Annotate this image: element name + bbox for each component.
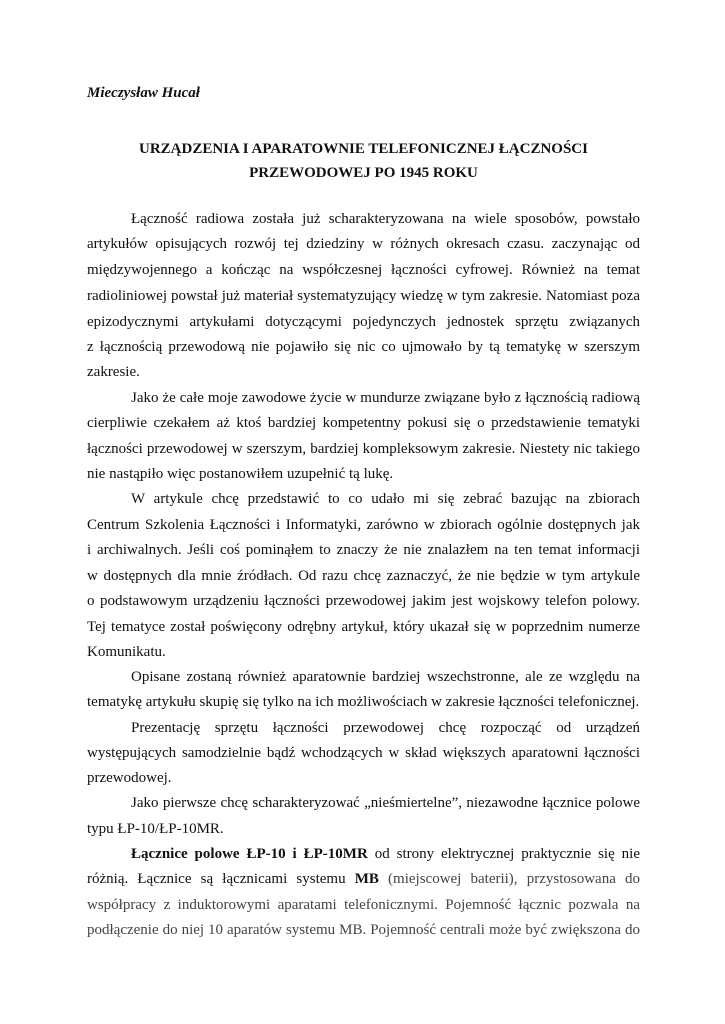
text-span: różnią. Łącznice są łącznicami systemu xyxy=(87,871,355,887)
text-line: radioliniowej powstał już materiał systematyzujący wiedzę w tym zakresie. Natomiast poza xyxy=(87,288,640,304)
text-line: Jako pierwsze chcę scharakteryzować „nieśmiertelne”, niezawodne łącznice polowe xyxy=(131,795,640,811)
text-line: występujących samodzielnie bądź wchodzących w skład większych aparatowni łączności xyxy=(87,745,640,761)
text-line: z łącznością przewodową nie pojawiło się nic co ujmowało by tą tematykę w szerszym xyxy=(87,339,640,355)
text-line: w dostępnych dla mnie źródłach. Od razu chcę zaznaczyć, że nie będzie w tym artykule xyxy=(87,568,640,584)
text-span: od strony elektrycznej praktycznie się nie xyxy=(367,846,640,862)
text-line: zakresie. xyxy=(87,364,140,380)
article-title-line-1: URZĄDZENIA I APARATOWNIE TELEFONICZNEJ ŁĄCZNOŚCI xyxy=(139,141,588,157)
bold-term: Łącznice polowe ŁP-10 i ŁP-10MR xyxy=(131,846,368,862)
text-line: epizodycznymi artykułami dotyczącymi pojedynczych jednostek sprzętu związanych xyxy=(87,314,640,330)
text-line: podłączenie do niej 10 aparatów systemu MB. Pojemność centrali może być zwiększona do xyxy=(87,922,640,938)
bold-term: MB xyxy=(354,871,379,887)
text-line-mixed xyxy=(87,869,640,889)
text-span: (miejscowej baterii), przystosowana do xyxy=(378,871,640,887)
text-line: Jako że całe moje zawodowe życie w mundurze związane było z łącznością radiową xyxy=(131,390,640,406)
text-line: tematykę artykułu skupię się tylko na ich możliwościach w zakresie łączności telefonicznej. xyxy=(87,694,640,710)
text-line: Łączność radiowa została już scharakteryzowana na wiele sposobów, powstało xyxy=(131,211,640,227)
text-line: W artykule chcę przedstawić to co udało mi się zebrać bazując na zbiorach xyxy=(131,491,640,507)
text-line: typu ŁP-10/ŁP-10MR. xyxy=(87,821,224,837)
text-line: Tej tematyce został poświęcony odrębny artykuł, który ukazał się w poprzednim numerze xyxy=(87,619,640,635)
text-line: międzywojennego a kończąc na współczesnej łączności cyfrowej. Również na temat xyxy=(87,262,640,278)
text-line: nie nastąpiło więc postanowiłem uzupełnić tą lukę. xyxy=(87,466,394,482)
text-line: o podstawowym urządzeniu łączności przewodowej jakim jest wojskowy telefon polowy. xyxy=(87,593,640,609)
article-title-line-2: PRZEWODOWEJ PO 1945 ROKU xyxy=(249,165,478,181)
text-line: i archiwalnych. Jeśli coś pominąłem to znaczy że nie znalazłem na ten temat informacji xyxy=(87,542,640,558)
text-line-mixed xyxy=(131,844,640,864)
text-line: łączności przewodowej w szerszym, bardziej kompleksowym zakresie. Niestety nic takiego xyxy=(87,441,640,457)
text-line: współpracy z induktorowymi aparatami telefonicznymi. Pojemność łącznic pozwala na xyxy=(87,897,640,913)
author-name: Mieczysław Hucał xyxy=(87,85,200,101)
text-line: przewodowej. xyxy=(87,770,172,786)
text-line: artykułów opisujących rozwój tej dziedziny w różnych okresach czasu. zaczynając od xyxy=(87,236,640,252)
text-line: Opisane zostaną również aparatownie bardziej wszechstronne, ale ze względu na xyxy=(131,669,640,685)
text-line: Centrum Szkolenia Łączności i Informatyki, zarówno w zbiorach ogólnie dostępnych jak xyxy=(87,517,640,533)
text-line: Prezentację sprzętu łączności przewodowej chcę rozpocząć od urządzeń xyxy=(131,720,640,736)
text-line: cierpliwie czekałem aż ktoś bardziej kompetentny pokusi się o przedstawienie tematyki xyxy=(87,415,640,431)
text-line: Komunikatu. xyxy=(87,644,166,660)
